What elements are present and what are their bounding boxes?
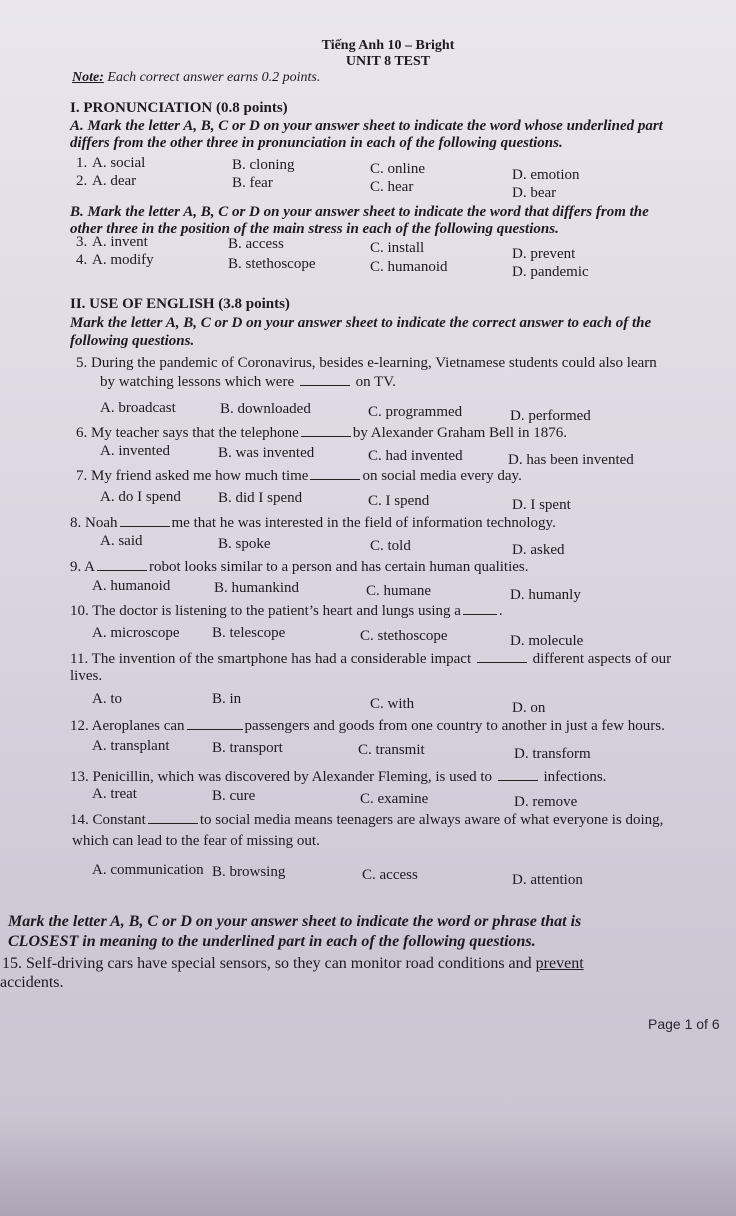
q13-stem-a: 13. Penicillin, which was discovered by Alexander Fleming, is used to (70, 769, 493, 785)
q11-stem-b: different aspects of our (532, 651, 672, 667)
q13-option-a: A. treat (92, 786, 137, 802)
q8-option-a: A. said (100, 533, 143, 549)
q10-option-a: A. microscope (92, 625, 180, 641)
q11-line2: lives. (70, 668, 103, 684)
q12-option-a: A. transplant (92, 738, 170, 754)
q13-option-b: B. cure (212, 788, 256, 804)
q2-num: 2. (76, 173, 88, 189)
q6-blank (301, 424, 351, 437)
q12-line1 (70, 717, 665, 735)
q14-stem-a: 14. Constant (70, 812, 146, 828)
q14-option-a: A. communication (92, 862, 204, 878)
q4-num: 4. (76, 252, 88, 268)
q4-option-d: D. pandemic (512, 264, 589, 280)
q7-stem-b: on social media every day. (362, 468, 522, 484)
q12-option-d: D. transform (514, 746, 591, 762)
q5-blank (300, 373, 350, 386)
q9-option-a: A. humanoid (92, 578, 171, 594)
q5-option-c: C. programmed (368, 404, 463, 420)
q7-line1 (76, 467, 522, 485)
q7-option-a: A. do I spend (100, 489, 181, 505)
q10-line1 (70, 602, 503, 620)
q14-option-d: D. attention (512, 872, 583, 888)
q10-blank (463, 602, 497, 615)
q15-line2: accidents. (0, 974, 64, 991)
q11-option-b: B. in (212, 691, 242, 707)
q11-line1 (70, 650, 671, 668)
q1-num: 1. (76, 155, 88, 171)
q13-option-c: C. examine (360, 791, 429, 807)
q13-blank (498, 768, 538, 781)
bottom-shadow (0, 1116, 736, 1216)
q5-stem-b: on TV. (355, 374, 396, 390)
q3-option-b: B. access (228, 236, 284, 252)
q14-line2: which can lead to the fear of missing out. (72, 833, 320, 849)
q9-blank (97, 558, 147, 571)
q12-stem-a: 12. Aeroplanes can (70, 718, 185, 734)
q2-option-c: C. hear (370, 179, 414, 195)
q6-option-c: C. had invented (368, 448, 463, 464)
section1-title: I. PRONUNCIATION (0.8 points) (70, 100, 288, 116)
q15-underlined-word: prevent (535, 955, 584, 972)
note-text: Each correct answer earns 0.2 points. (107, 70, 321, 85)
q14-option-b: B. browsing (212, 864, 286, 880)
note (72, 70, 320, 86)
q8-option-b: B. spoke (218, 536, 271, 552)
q10-option-d: D. molecule (510, 633, 584, 649)
q9-option-b: B. humankind (214, 580, 299, 596)
section1-partB-line1: B. Mark the letter A, B, C or D on your answer sheet to indicate the word that differs from the (70, 204, 649, 220)
q11-option-c: C. with (370, 696, 415, 712)
q14-option-c: C. access (362, 867, 418, 883)
q5-option-d: D. performed (510, 408, 591, 424)
q5-stem-a: by watching lessons which were (100, 374, 295, 390)
q2-option-d: D. bear (512, 185, 557, 201)
section3-instr-line2: CLOSEST in meaning to the underlined part in each of the following questions. (8, 933, 536, 950)
q9-stem-b: robot looks similar to a person and has certain human qualities. (149, 559, 529, 575)
q6-line1 (76, 424, 567, 442)
q12-option-c: C. transmit (358, 742, 425, 758)
q8-stem-a: 8. Noah (70, 515, 118, 531)
q3-num: 3. (76, 234, 88, 250)
q1-option-a: A. social (92, 155, 146, 171)
q11-option-a: A. to (92, 691, 122, 707)
q11-option-d: D. on (512, 700, 546, 716)
q9-stem-a: 9. A (70, 559, 96, 575)
q12-blank (187, 717, 243, 730)
q13-stem-b: infections. (543, 769, 607, 785)
q2-option-a: A. dear (92, 173, 137, 189)
q14-blank (148, 811, 198, 824)
q10-option-c: C. stethoscope (360, 628, 448, 644)
q14-line1 (70, 811, 663, 829)
q6-option-a: A. invented (100, 443, 170, 459)
q8-option-c: C. told (370, 538, 411, 554)
section1-partB-line2: other three in the position of the main stress in each of the following questions. (70, 221, 559, 237)
q7-option-c: C. I spend (368, 493, 430, 509)
q7-blank (310, 467, 360, 480)
q1-option-b: B. cloning (232, 157, 295, 173)
q8-stem-b: me that he was interested in the field of information technology. (171, 515, 556, 531)
section1-partA-line1: A. Mark the letter A, B, C or D on your answer sheet to indicate the word whose underlined part (70, 118, 663, 134)
q4-option-b: B. stethoscope (228, 256, 316, 272)
q4-option-c: C. humanoid (370, 259, 448, 275)
q12-stem-b: passengers and goods from one country to another in just a few hours. (244, 718, 665, 734)
unit-title: UNIT 8 TEST (345, 54, 431, 69)
q15-line1 (2, 955, 584, 973)
q4-option-a: A. modify (92, 252, 154, 268)
note-label: Note: (72, 70, 104, 85)
q7-stem-a: 7. My friend asked me how much time (76, 468, 309, 484)
q11-blank (477, 650, 527, 663)
q5-option-a: A. broadcast (100, 400, 176, 416)
q15-stem-a: 15. Self-driving cars have special sensors, so they can monitor road conditions and (2, 955, 532, 972)
q6-option-b: B. was invented (218, 445, 315, 461)
q12-option-b: B. transport (212, 740, 283, 756)
section2-instr-line1: Mark the letter A, B, C or D on your answer sheet to indicate the correct answer to each of the (70, 315, 652, 331)
section2-title: II. USE OF ENGLISH (3.8 points) (70, 296, 290, 312)
page-number: Page 1 of 6 (648, 1016, 720, 1032)
q13-line1 (70, 768, 606, 786)
q6-stem-b: by Alexander Graham Bell in 1876. (352, 425, 567, 441)
q10-option-b: B. telescope (212, 625, 286, 641)
section2-instr-line2: following questions. (70, 333, 195, 349)
q1-option-c: C. online (370, 161, 425, 177)
q14-stem-b: to social media means teenagers are always aware of what everyone is doing, (199, 812, 664, 828)
q6-option-d: D. has been invented (508, 452, 634, 468)
q7-option-d: D. I spent (512, 497, 571, 513)
q11-stem-a: 11. The invention of the smartphone has had a considerable impact (70, 651, 472, 667)
q5-option-b: B. downloaded (220, 401, 311, 417)
q10-stem-a: 10. The doctor is listening to the patient’s heart and lungs using a (70, 603, 461, 619)
q1-option-d: D. emotion (512, 167, 580, 183)
q9-option-d: D. humanly (510, 587, 581, 603)
q5-line1: 5. During the pandemic of Coronavirus, besides e-learning, Vietnamese students could also learn (76, 355, 657, 371)
q5-line2 (100, 373, 396, 391)
section1-partA-line2: differs from the other three in pronunciation in each of the following questions. (70, 135, 563, 151)
q8-line1 (70, 514, 556, 532)
q13-option-d: D. remove (514, 794, 578, 810)
q8-option-d: D. asked (512, 542, 565, 558)
q9-line1 (70, 558, 529, 576)
q3-option-c: C. install (370, 240, 425, 256)
section3-instr-line1: Mark the letter A, B, C or D on your answer sheet to indicate the word or phrase that is (8, 913, 582, 930)
q6-stem-a: 6. My teacher says that the telephone (76, 425, 299, 441)
q2-option-b: B. fear (232, 175, 273, 191)
q3-option-a: A. invent (92, 234, 148, 250)
q10-stem-b: . (498, 603, 503, 619)
q7-option-b: B. did I spend (218, 490, 303, 506)
doc-title: Tiếng Anh 10 – Bright (321, 38, 455, 53)
q3-option-d: D. prevent (512, 246, 576, 262)
q8-blank (120, 514, 170, 527)
q9-option-c: C. humane (366, 583, 431, 599)
